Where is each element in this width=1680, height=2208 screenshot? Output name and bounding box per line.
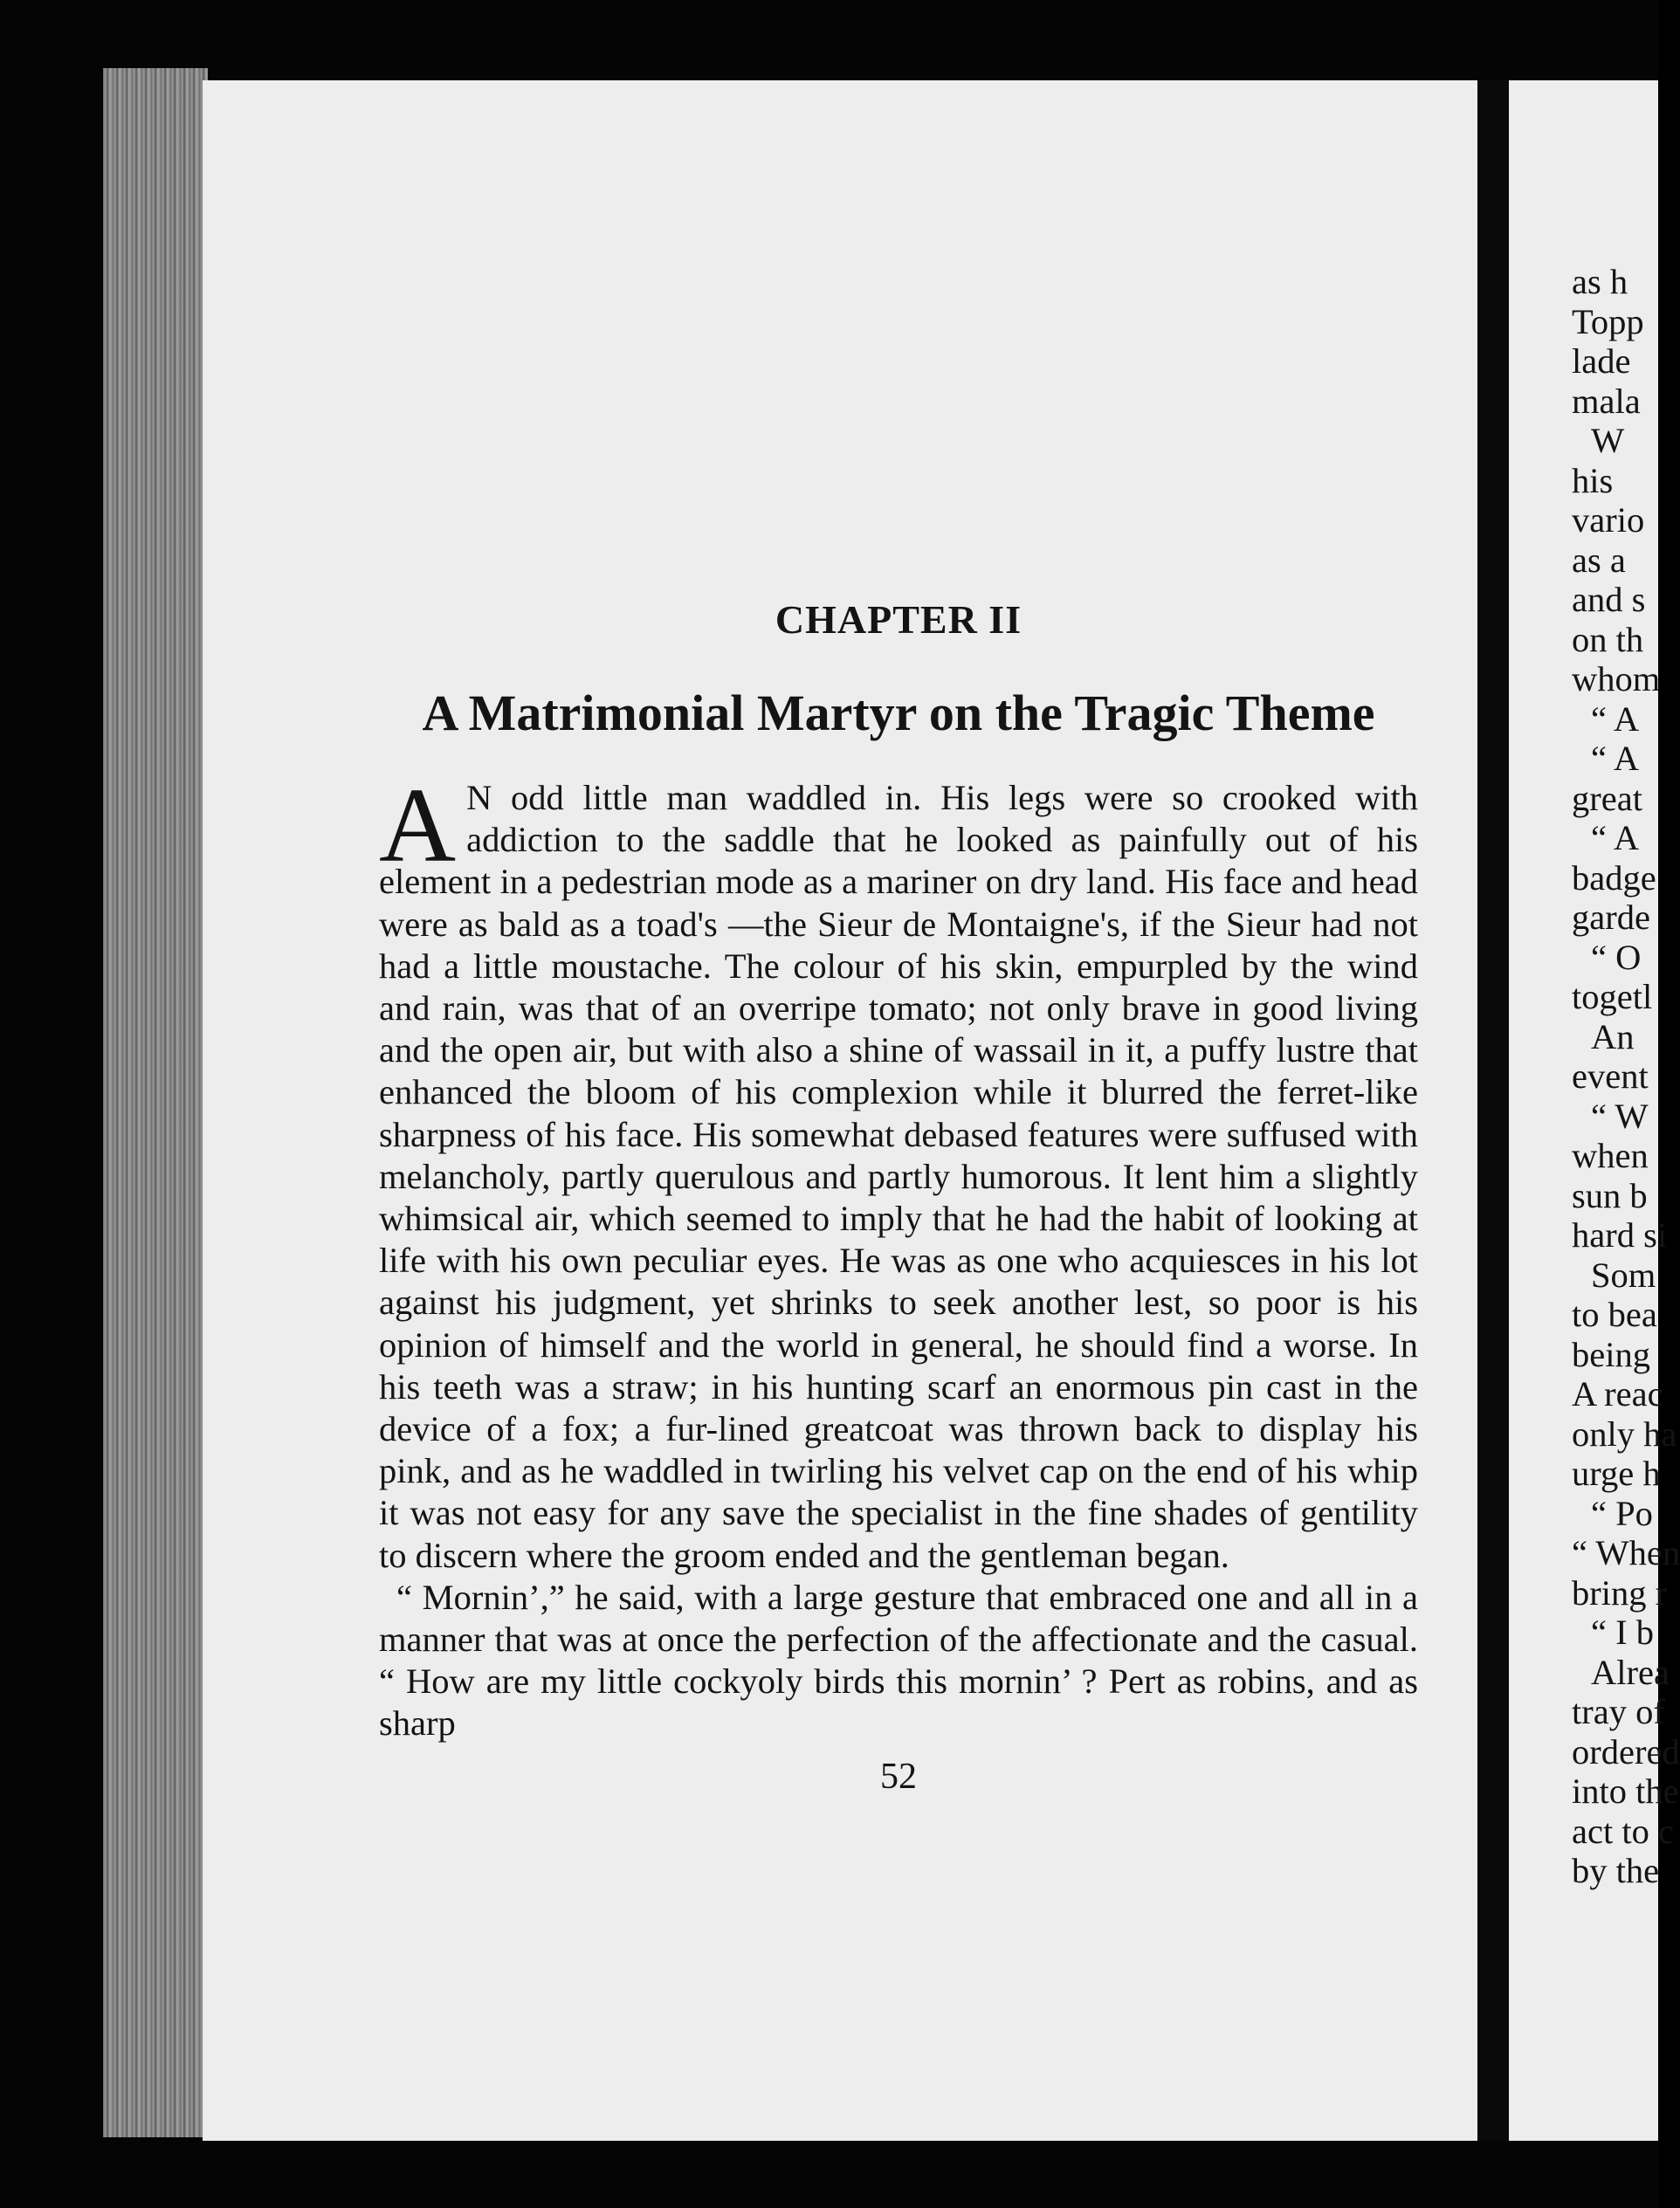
- right-page-line: “ A: [1591, 818, 1640, 857]
- right-page-line: vario: [1572, 500, 1645, 540]
- right-page-line: “ A: [1591, 739, 1640, 778]
- right-page-line: hard si: [1572, 1215, 1668, 1255]
- right-page-line: and s: [1572, 580, 1646, 619]
- book-spine: [1477, 80, 1509, 2141]
- right-page-line: togetl: [1572, 977, 1653, 1016]
- chapter-heading: CHAPTER II: [775, 597, 1022, 642]
- right-page-line: “ When: [1572, 1533, 1680, 1572]
- right-page-line: by the: [1572, 1851, 1660, 1890]
- right-page-line: only ha: [1572, 1414, 1677, 1454]
- left-page-content: [379, 594, 1418, 1798]
- right-page-line: Som: [1591, 1255, 1656, 1295]
- right-page-line: great: [1572, 778, 1642, 818]
- right-page-line: “ I b: [1591, 1613, 1654, 1652]
- right-page-line: Alrea: [1591, 1652, 1670, 1692]
- right-page-line: “ Po: [1591, 1493, 1653, 1533]
- right-page-line: garde: [1572, 898, 1650, 937]
- right-page-text-fragments: [1572, 262, 1680, 1891]
- right-page-line: badge: [1572, 857, 1656, 898]
- right-page-line: on th: [1572, 619, 1644, 659]
- right-page-line: when: [1572, 1136, 1649, 1175]
- right-page-line: ordered: [1572, 1731, 1680, 1771]
- paragraph-1: [379, 767, 1418, 1577]
- right-page-line: into the: [1572, 1771, 1679, 1811]
- right-page-line: act to c: [1572, 1811, 1674, 1851]
- right-page-line: Topp: [1572, 301, 1644, 341]
- right-page-line: An: [1591, 1016, 1635, 1056]
- chapter-body: [379, 767, 1418, 1745]
- right-page-line: A reac: [1572, 1374, 1663, 1414]
- right-page-line: to bea: [1572, 1295, 1657, 1334]
- right-page-line: “ A: [1591, 698, 1640, 739]
- right-page-line: lade: [1572, 341, 1631, 381]
- right-page-line: his: [1572, 460, 1614, 500]
- right-page-line: as a: [1572, 540, 1626, 580]
- right-page-line: sun b: [1572, 1175, 1648, 1215]
- right-page-line: being: [1572, 1334, 1650, 1374]
- right-page-line: “ W: [1591, 1096, 1649, 1136]
- page-number: 52: [880, 1756, 917, 1797]
- chapter-title: A Matrimonial Martyr on the Tragic Theme: [422, 684, 1375, 741]
- right-page-line: W: [1591, 421, 1625, 460]
- right-page-line: mala: [1572, 381, 1641, 421]
- right-page-line: whom: [1572, 659, 1661, 698]
- paragraph-2: “ Mornin’,” he said, with a large gesture that embraced one and all in a manner that was at once the perfection of the affectionate and the casual. “ How are my little cockyoly birds this mornin’ ? Pert as robins, and as sharp: [379, 1577, 1418, 1744]
- drop-cap: A: [379, 767, 457, 884]
- right-page-line: tray of: [1572, 1692, 1665, 1731]
- right-page-line: “ O: [1591, 937, 1642, 977]
- right-page-line: urge h: [1572, 1454, 1661, 1493]
- book-edge: [103, 68, 208, 2137]
- right-page-line: event: [1572, 1056, 1649, 1096]
- right-page-line: as h: [1572, 262, 1628, 301]
- paragraph-1-text: N odd little man waddled in. His legs were so crooked with addiction to the saddle that he looked as painfully out of his element in a pedestrian mode as a mariner on dry land. His face and head were as bald as a toad's —the Sieur de Montaigne's, if the Sieur had not had a little moustache. The colour of his skin, empurpled by the wind and rain, was that of an overripe tomato; not only brave in good living and the open air, but with also a shine of wassail in it, a puffy lustre that enhanced the bloom of his complexion while it blurred the ferret-like sharpness of his face. His somewhat debased features were suffused with melancholy, partly querulous and partly humorous. It lent him a slightly whimsical air, which seemed to imply that he had the habit of looking at life with his own peculiar eyes. He was as one who acquiesces in his lot against his judgment, yet shrinks to seek another lest, so poor is his opinion of himself and the world in general, he should find a worse. In his teeth was a straw; in his hunting scarf an enormous pin cast in the device of a fox; a fur-lined greatcoat was thrown back to display his pink, and as he waddled in twirling his velvet cap on the end of his whip it was not easy for any save the specialist in the fine shades of gentility to discern where the groom ended and the gentleman began.: [379, 778, 1418, 1575]
- right-page-line: bring r: [1572, 1572, 1668, 1613]
